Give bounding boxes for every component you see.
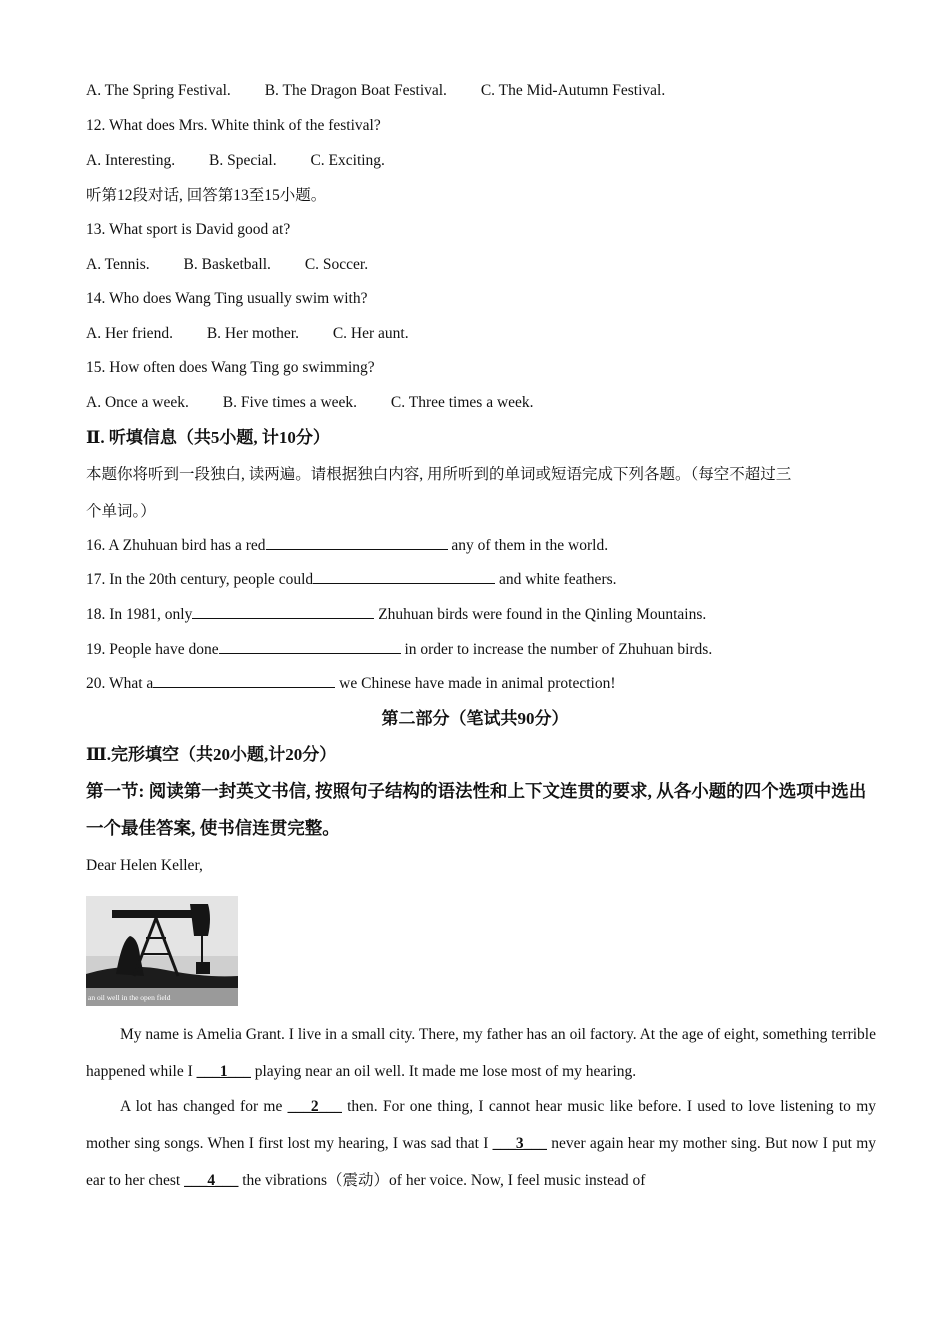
cloze-blank-3[interactable]: ___3___ [492, 1135, 547, 1152]
q15-options [86, 393, 534, 413]
q13-option-c: C. Soccer. [304, 256, 369, 273]
letter-p1-part-b: playing near an oil well. It made me lose most of my hearing. [250, 1063, 637, 1080]
answer-blank-17[interactable] [313, 583, 495, 584]
q15-option-b: B. Five times a week. [222, 394, 358, 411]
image-caption: an oil well in the open field [88, 993, 171, 1002]
answer-blank-19[interactable] [219, 653, 401, 654]
fill-question-16 [86, 536, 608, 556]
q12-options [86, 151, 385, 171]
fill-question-17 [86, 570, 617, 590]
fill-16-after: any of them in the world. [447, 537, 609, 554]
q14-option-a: A. Her friend. [86, 325, 173, 342]
section3-heading: Ⅲ.完形填空（共20小题,计20分） [86, 745, 337, 764]
fill-question-20 [86, 674, 616, 694]
q14-options [86, 324, 409, 344]
q13-option-b: B. Basketball. [183, 256, 271, 273]
q13-option-a: A. Tennis. [86, 256, 150, 273]
answer-blank-18[interactable] [192, 618, 374, 619]
fill-18-before: 18. In 1981, only [86, 606, 193, 623]
q11-options [86, 81, 665, 101]
letter-p1-part-a: My name is Amelia Grant. I live in a small city. There, my father has an oil factory. At the age of eight, something terrible happened while I [86, 1026, 876, 1080]
q15-option-c: C. Three times a week. [390, 394, 534, 411]
q11-option-b: B. The Dragon Boat Festival. [264, 82, 447, 99]
section2-instruction-line2: 个单词。） [86, 503, 156, 520]
fill-question-19 [86, 640, 712, 660]
fill-17-before: 17. In the 20th century, people could [86, 571, 314, 588]
answer-blank-16[interactable] [266, 549, 448, 550]
q11-option-a: A. The Spring Festival. [86, 82, 231, 99]
q13-options [86, 255, 368, 275]
fill-20-after: we Chinese have made in animal protection! [335, 675, 616, 692]
fill-18-after: Zhuhuan birds were found in the Qinling Mountains. [374, 606, 707, 623]
q12-option-b: B. Special. [208, 152, 277, 169]
letter-greeting: Dear Helen Keller, [86, 857, 203, 874]
fill-19-after: in order to increase the number of Zhuhuan birds. [400, 641, 713, 658]
section2-instruction-line1: 本题你将听到一段独白, 读两遍。请根据独白内容, 用所听到的单词或短语完成下列各题。（每空不超过三 [86, 466, 792, 483]
section2-heading: Ⅱ. 听填信息（共5小题, 计10分） [86, 428, 330, 447]
q14-option-b: B. Her mother. [206, 325, 299, 342]
letter-p2-part-d: the vibrations（震动）of her voice. Now, I feel music instead of [238, 1172, 646, 1189]
fill-17-after: and white feathers. [495, 571, 617, 588]
letter-paragraph-2 [86, 1088, 876, 1199]
fill-16-before: 16. A Zhuhuan bird has a red [86, 537, 266, 554]
part2-title: 第二部分（笔试共90分） [381, 709, 569, 728]
fill-20-before: 20. What a [86, 675, 154, 692]
letter-p2-part-c: never again hear my mother sing. But now I put my ear to her chest [86, 1135, 876, 1189]
section3-instruction: 第一节: 阅读第一封英文书信, 按照句子结构的语法性和上下文连贯的要求, 从各小题的四个选项中选出一个最佳答案, 使书信连贯完整。 [86, 781, 867, 838]
dialogue12-intro: 听第12段对话, 回答第13至15小题。 [86, 187, 327, 204]
letter-p2-part-a: A lot has changed for me [120, 1098, 288, 1115]
q15-question: 15. How often does Wang Ting go swimming? [86, 359, 375, 376]
q12-option-c: C. Exciting. [310, 152, 385, 169]
cloze-blank-2[interactable]: ___2___ [287, 1098, 342, 1115]
letter-p2-part-b: then. For one thing, I cannot hear music like before. I used to love listening to my mother sing songs. When I first lost my hearing, I was sad that I [86, 1098, 877, 1152]
fill-question-18 [86, 605, 706, 625]
q12-question: 12. What does Mrs. White think of the festival? [86, 117, 381, 134]
q15-option-a: A. Once a week. [86, 394, 189, 411]
q12-option-a: A. Interesting. [86, 152, 176, 169]
letter-paragraph-1 [86, 1016, 876, 1090]
q11-option-c: C. The Mid-Autumn Festival. [480, 82, 666, 99]
cloze-blank-4[interactable]: ___4___ [184, 1172, 239, 1189]
q13-question: 13. What sport is David good at? [86, 221, 291, 238]
oil-well-image [86, 896, 238, 1006]
cloze-blank-1[interactable]: ___1___ [196, 1063, 251, 1080]
fill-19-before: 19. People have done [86, 641, 219, 658]
answer-blank-20[interactable] [153, 687, 335, 688]
q14-option-c: C. Her aunt. [332, 325, 409, 342]
q14-question: 14. Who does Wang Ting usually swim with? [86, 290, 368, 307]
